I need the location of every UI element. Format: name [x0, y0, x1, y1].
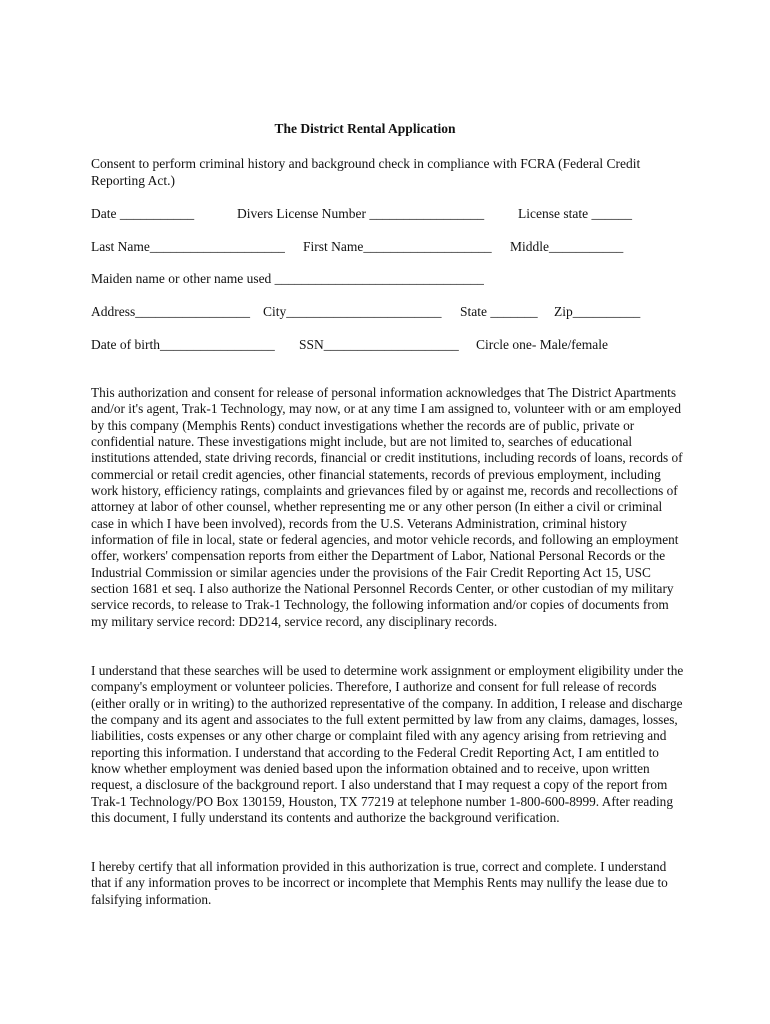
- document-title: The District Rental Application: [274, 121, 456, 136]
- zip-field[interactable]: Zip__________: [554, 304, 641, 319]
- drivers-license-field[interactable]: Divers License Number _________________: [237, 206, 485, 221]
- address-field[interactable]: Address_________________: [91, 304, 250, 319]
- date-of-birth-field[interactable]: Date of birth_________________: [91, 337, 275, 352]
- consent-intro: Consent to perform criminal history and background check in compliance with FCRA (Federal Credit Reporting Act.): [91, 156, 641, 188]
- gender-field[interactable]: Circle one- Male/female: [476, 337, 608, 352]
- last-name-field[interactable]: Last Name____________________: [91, 239, 285, 254]
- ssn-field[interactable]: SSN____________________: [299, 337, 459, 352]
- date-field[interactable]: Date ___________: [91, 206, 195, 221]
- understanding-paragraph: I understand that these searches will be used to determine work assignment or employment eligibility under the company's employment or volunteer policies. Therefore, I authorize and consent for full release of records (either orally or in writing) to the authorized representative of the company. In addition, I release and discharge the company and its agent and associates to the full extent permitted by law from any claims, damages, losses, liabilities, costs expenses or any other charge or complaint filed with any agency arising from retrieving and reporting this information. I understand that according to the Federal Credit Reporting Act, I am entitled to know whether employment was denied based upon the information obtained and to receive, upon written request, a disclosure of the background report. I also understand that I may request a copy of the report from Trak-1 Technology/PO Box 130159, Houston, TX 77219 at telephone number 1-800-600-8999. After reading this document, I fully understand its contents and authorize the background verification.: [91, 663, 684, 826]
- first-name-field[interactable]: First Name___________________: [303, 239, 492, 254]
- state-field[interactable]: State _______: [460, 304, 538, 319]
- license-state-field[interactable]: License state ______: [518, 206, 632, 221]
- authorization-paragraph: This authorization and consent for release of personal information acknowledges that The District Apartments and/or it's agent, Trak-1 Technology, may now, or at any time I am assigned to, volunteer with or am employed by this company (Memphis Rents) conduct investigations whether the records are of public, private or confidential nature. These investigations might include, but are not limited to, searches of educational institutions attended, state driving records, financial or credit institutions, including records of loans, records of commercial or retail credit agencies, other financial statements, records of previous employment, including work history, efficiency ratings, complaints and grievances filed by or against me, records and recollections of attorney at labor of other counsel, whether representing me or any other person (In either a civil or criminal case in which I have been involved), records from the U.S. Veterans Administration, criminal history information of file in local, state or federal agencies, and motor vehicle records, and following an employment offer, workers' compensation reports from either the Department of Labor, National Personal Records or the Industrial Commission or similar agencies under the provisions of the Fair Credit Reporting Act 15, USC section 1681 et seq. I also authorize the National Personnel Records Center, or other custodian of my military service records, to release to Trak-1 Technology, the following information and/or copies of documents from my military service record: DD214, service record, any disciplinary records.: [91, 385, 683, 629]
- city-field[interactable]: City_______________________: [263, 304, 442, 319]
- certification-paragraph: I hereby certify that all information provided in this authorization is true, correct and complete. I understand that if any information proves to be incorrect or incomplete that Memphis Rents may nullify the lease due to falsifying information.: [91, 859, 668, 907]
- middle-name-field[interactable]: Middle___________: [510, 239, 624, 254]
- maiden-name-field[interactable]: Maiden name or other name used _______________________________: [91, 271, 484, 286]
